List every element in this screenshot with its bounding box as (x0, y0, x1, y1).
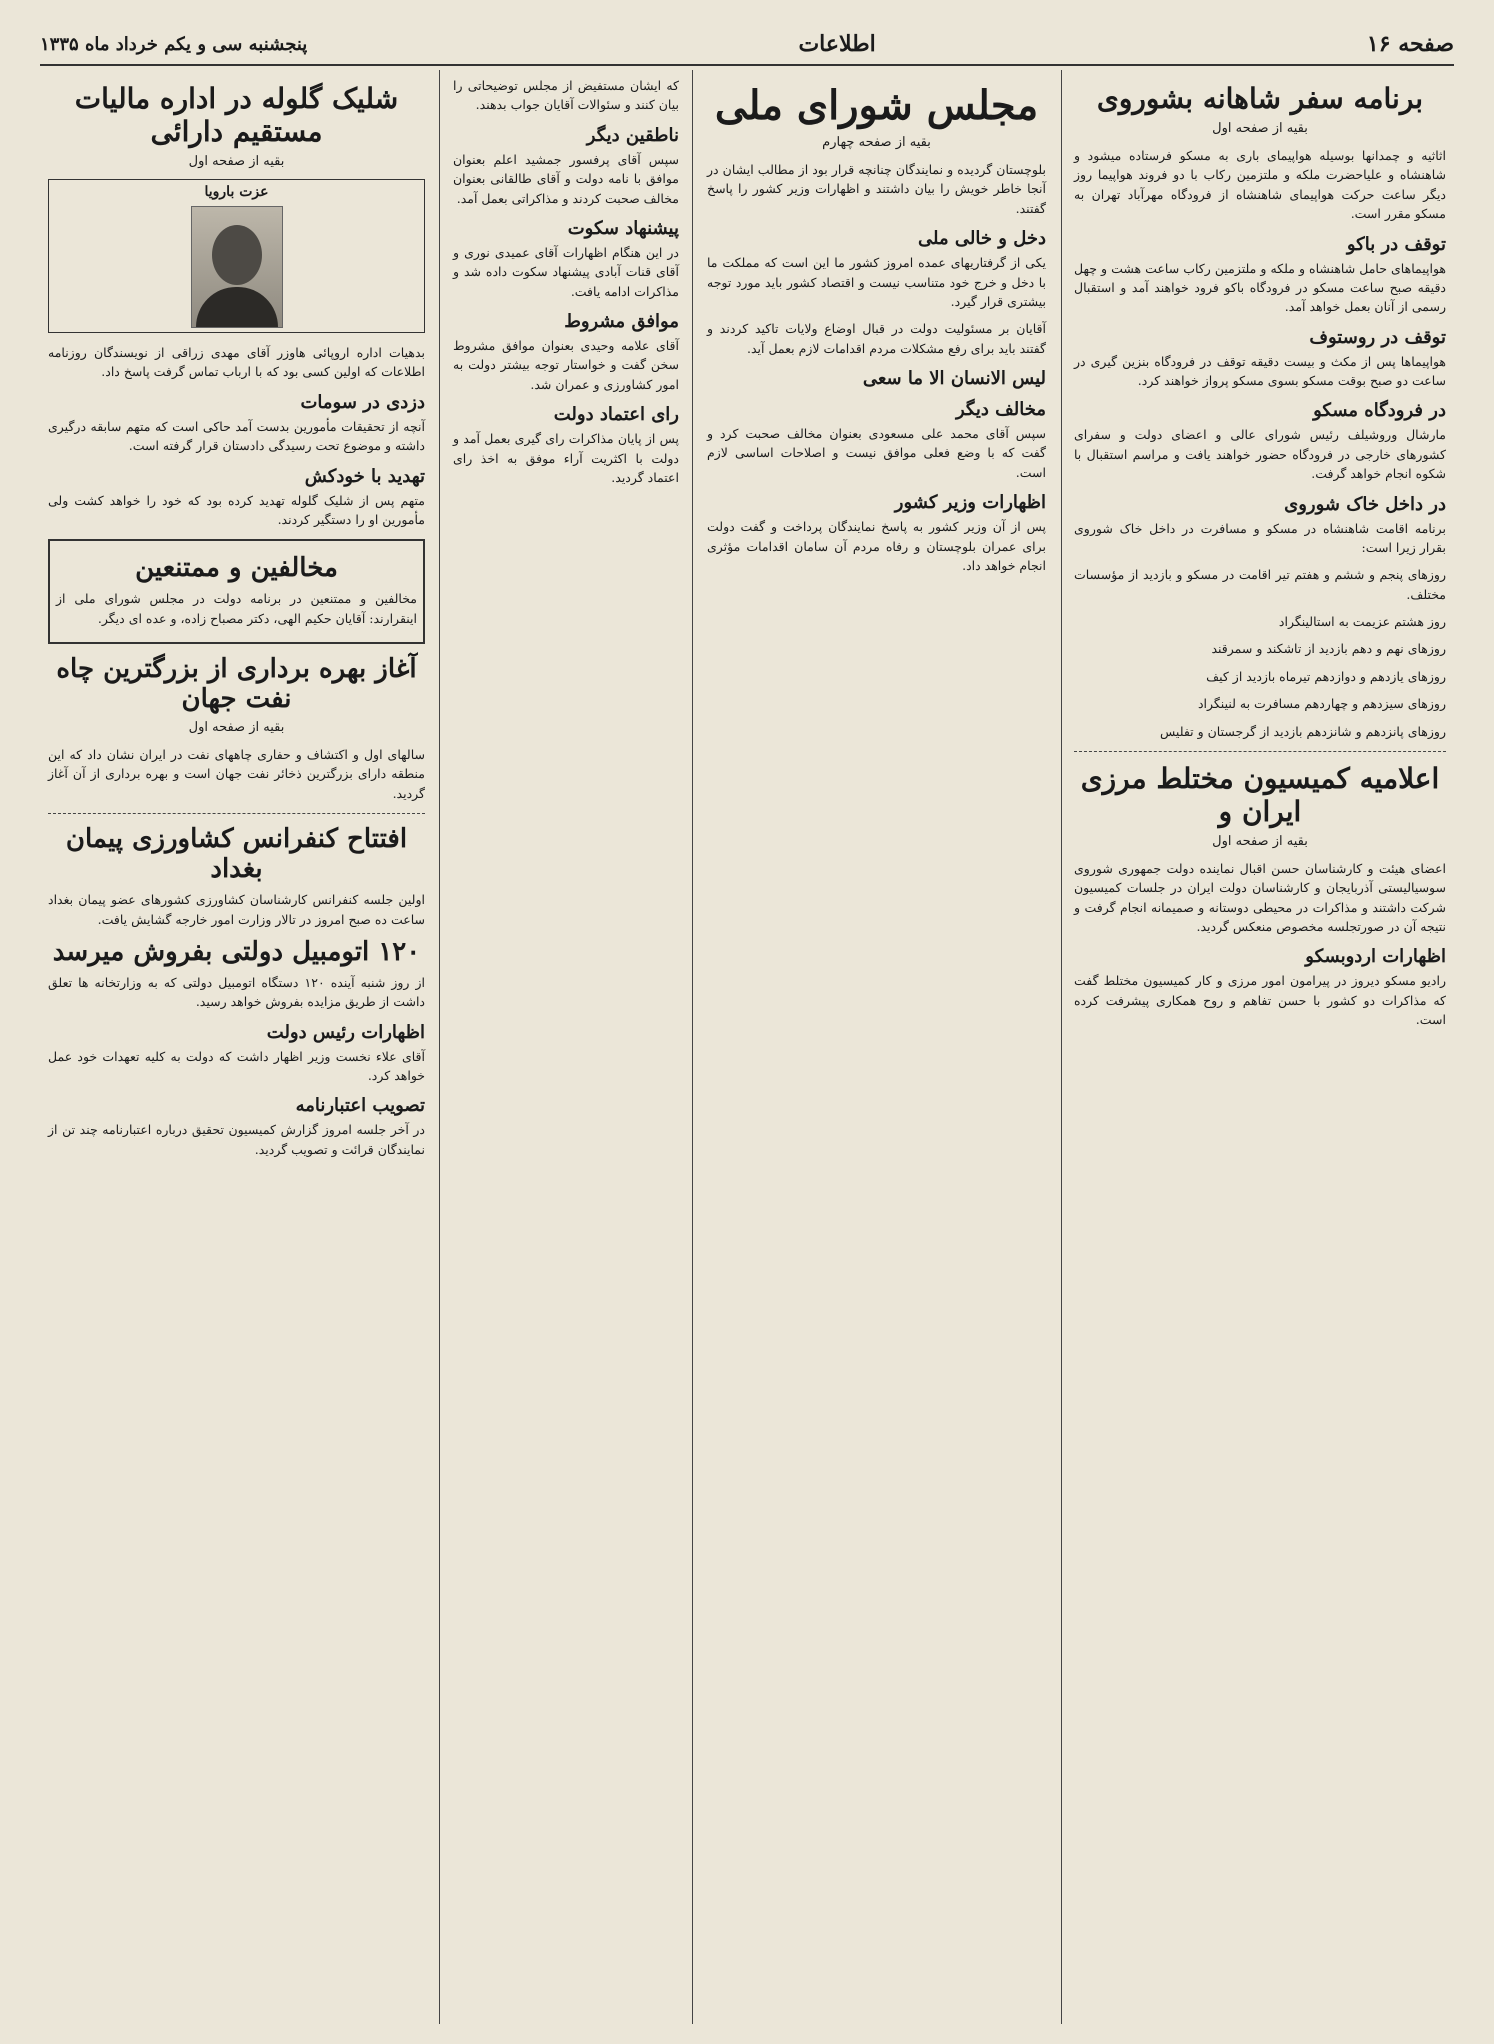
column-1 (1066, 70, 1454, 2024)
issue-date: پنجشنبه سی و یکم خرداد ماه ۱۳۳۵ (40, 33, 308, 55)
article-paragraph: رادیو مسکو دیروز در پیرامون امور مرزی و کار کمیسیون مختلط گفت که مذاکرات دو کشور با حسن تفاهم و روح همکاری پیشرفت کرده است. (1074, 973, 1446, 1028)
article-paragraph: هواپیماهای حامل شاهنشاه و ملکه و ملتزمین رکاب ساعت هشت و چهل دقیقه صبح ساعت مسکو در فرودگاه باکو فرود خواهند آمد و استقبال رسمی از آنان بعمل خواهد آمد. (1074, 260, 1446, 315)
article-paragraph: آقای علامه وحیدی بعنوان موافق مشروط سخن گفت و خواستار توجه بیشتر دولت به امور کشاورزی و عمران شد. (453, 338, 679, 392)
divider (48, 813, 425, 814)
article-paragraph: آقایان بر مسئولیت دولت در قبال اوضاع ولایات تاکید کردند و گفتند باید برای رفع مشکلات مردم اقدامات لازم بعمل آید. (707, 321, 1046, 356)
subhead: اظهارات اردوبسکو (1305, 946, 1446, 968)
article-paragraph: پس از آن وزیر کشور به پاسخ نمایندگان پرداخت و گفت دولت برای عمران بلوچستان و رفاه مردم آن سامان اقدامات مؤثری انجام خواهد داد. (707, 519, 1046, 573)
article-paragraph: متهم پس از شلیک گلوله تهدید کرده بود که خود را خواهد کشت ولی مأمورین او را دستگیر کردند. (48, 492, 425, 527)
article-paragraph: از روز شنبه آینده ۱۲۰ دستگاه اتومبیل دولتی که به وزارتخانه ها تعلق داشت از طریق مزایده بفروش خواهد رسید. (48, 974, 425, 1010)
article-paragraph: بدهیات اداره اروپائی هاوزر آقای مهدی زراقی از نویسندگان روزنامه اطلاعات که اولین کسی بود که با ارباب تماس گرفت پاسخ داد. (48, 345, 425, 380)
subhead: توقف در روستوف (1309, 326, 1446, 348)
column-divider (439, 70, 440, 2024)
subhead: در داخل خاک شوروی (1284, 493, 1446, 515)
subhead: مخالف دیگر (955, 399, 1046, 420)
column-2 (699, 70, 1054, 2024)
subhead: توقف در باکو (1346, 233, 1446, 255)
boxed-article (48, 539, 425, 644)
subhead: اظهارات وزیر کشور (894, 492, 1046, 514)
portrait-head (212, 225, 262, 285)
subhead: پیشنهاد سکوت (567, 217, 679, 239)
subhead: موافق مشروط (564, 311, 679, 332)
subhead: دزدی در سومات (300, 391, 425, 413)
masthead (40, 24, 1454, 66)
article-paragraph: در آخر جلسه امروز گزارش کمیسیون تحقیق درباره اعتبارنامه چند تن از نمایندگان قرائت و تصویب گردید. (48, 1122, 425, 1157)
article-paragraph: که ایشان مستفیض از مجلس توضیحاتی را بیان کنند و سئوالات آقایان جواب بدهند. (453, 78, 679, 113)
continued-note: بقیه از صفحه اول (1212, 833, 1308, 849)
headline: شلیک گلوله در اداره مالیات مستقیم دارائی (74, 82, 399, 148)
article-paragraph: مارشال وروشیلف رئیس شورای عالی و اعضای دولت و سفرای کشورهای خارجی در فرودگاه حضور خواهند یافت و مراسم استقبال با شکوه انجام خواهد گرفت. (1074, 427, 1446, 482)
continued-note: بقیه از صفحه اول (1212, 121, 1308, 136)
subhead: اظهارات رئیس دولت (266, 1021, 425, 1043)
schedule-item: روزهای یازدهم و دوازدهم تیرماه بازدید از کیف (1206, 668, 1446, 684)
headline: اعلامیه کمیسیون مختلط مرزی ایران و (1080, 761, 1440, 828)
headline: مخالفین و ممتنعین (135, 553, 338, 584)
continued-note: بقیه از صفحه اول (188, 720, 285, 735)
article-paragraph: برنامه اقامت شاهنشاه در مسکو و مسافرت در داخل خاک شوروی بقرار زیرا است: (1074, 520, 1446, 555)
schedule-item: روزهای پانزدهم و شانزدهم بازدید از گرجستان و تفلیس (1159, 723, 1446, 739)
schedule-item: روزهای پنجم و ششم و هفتم تیر اقامت در مسکو و بازدید از مؤسسات مختلف. (1074, 567, 1446, 602)
article-paragraph: پس از پایان مذاکرات رای گیری بعمل آمد و دولت با اکثریت آراء موفق به اخذ رای اعتماد گردید. (453, 431, 679, 485)
continued-note: بقیه از صفحه اول (188, 154, 285, 169)
portrait-photo (191, 206, 283, 328)
subhead: در فرودگاه مسکو (1313, 400, 1446, 422)
subhead: تهدید با خودکش (304, 465, 425, 487)
article-paragraph: در این هنگام اظهارات آقای عمیدی نوری و آقای قنات آبادی پیشنهاد سکوت داده شد و مذاکرات ادامه یافت. (453, 244, 679, 299)
article-paragraph: اعضای هیئت و کارشناسان حسن اقبال نماینده دولت جمهوری شوروی سوسیالیستی آذربایجان و کارشناسان دولت ایران در جلسات کمیسیون شرکت داشتند و مذاکرات در محیطی دوستانه و صمیمانه انجام گرفت و نتیجه آن در صورتجلسه مخصوص منعکس گردید. (1074, 860, 1446, 934)
article-paragraph: آقای علاء نخست وزیر اظهار داشت که دولت به کلیه تعهدات خود عمل خواهد کرد. (48, 1048, 425, 1083)
subhead: لیس الانسان الا ما سعی (862, 368, 1046, 389)
article-paragraph: هواپیماها پس از مکث و بیست دقیقه توقف در فرودگاه بنزین گیری در ساعت دو صبح بوقت مسکو بسوی مسکو پرواز خواهند کرد. (1074, 353, 1446, 388)
article-paragraph: سپس آقای پرفسور جمشید اعلم بعنوان موافق با نامه دولت و آقای طالقانی بعنوان مخالف صحبت کردند و مذاکراتی بعمل آمد. (453, 151, 679, 206)
article-paragraph: سالهای اول و اکتشاف و حفاری چاههای نفت در ایران نشان داد که این منطقه دارای بزرگترین ذخائر نفت جهان است و بهره برداری از آن آغاز گردید. (48, 747, 425, 801)
portrait-shoulders (196, 287, 278, 327)
article-paragraph: سپس آقای محمد علی مسعودی بعنوان مخالف صحبت کرد و گفت که با وضع فعلی موافق نیست و اصلاحات اساسی لازم است. (707, 426, 1046, 480)
subhead: دخل و خالی ملی (918, 228, 1046, 250)
subhead: رای اعتماد دولت (553, 404, 679, 426)
column-divider (692, 70, 693, 2024)
headline: آغاز بهره برداری از بزرگترین چاه نفت جهان (56, 654, 417, 714)
article-paragraph: اثاثیه و چمدانها بوسیله هواپیمای باری به مسکو فرستاده میشود و شاهنشاه و علیاحضرت ملکه و ملتزمین رکاب با دو فروند هواپیما روز دیگر ساعت حرکت هواپیمای شاهنشاه از فرودگاه مهرآباد تهران به مسکو مقرر است. (1074, 148, 1446, 222)
subhead: ناطقین دیگر (586, 124, 679, 146)
article-paragraph: آنچه از تحقیقات مأمورین بدست آمد حاکی است که متهم سابقه درگیری داشته و موضوع تحت رسیدگی دادستان قرار گرفته است. (48, 418, 425, 454)
schedule-item: روزهای سیزدهم و چهاردهم مسافرت به لنینگراد (1197, 696, 1446, 712)
schedule-item: روزهای نهم و دهم بازدید از تاشکند و سمرقند (1211, 641, 1446, 657)
photo-caption: عزت بارویا (204, 184, 269, 200)
schedule-item: روز هشتم عزیمت به استالینگراد (1278, 614, 1446, 629)
article-paragraph: مخالفین و ممتنعین در برنامه دولت در مجلس شورای ملی از اینقرارند: آقایان حکیم الهی، دکتر مصباح زاده، و عده ای دیگر. (56, 591, 417, 626)
page-number: صفحه ۱۶ (1366, 31, 1454, 57)
column-divider (1061, 70, 1062, 2024)
headline: مجلس شورای ملی (714, 82, 1039, 129)
headline: ۱۲۰ اتومبیل دولتی بفروش میرسد (52, 936, 421, 967)
article-paragraph: اولین جلسه کنفرانس کارشناسان کشاورزی کشورهای عضو پیمان بغداد ساعت ده صبح امروز در تالار وزارت امور خارجه گشایش یافت. (48, 892, 425, 927)
column-3 (445, 70, 687, 2024)
article-paragraph: یکی از گرفتاریهای عمده امروز کشور ما این است که مملکت ما با دخل و خرج خود متناسب نیست و اقتصاد کشور باید مورد توجه بیشتری قرار گیرد. (707, 255, 1046, 309)
continued-note: بقیه از صفحه چهارم (822, 135, 931, 150)
subhead: تصویب اعتبارنامه (295, 1095, 425, 1117)
photo-box (48, 179, 425, 333)
headline: افتتاح کنفرانس کشاورزی پیمان بغداد (65, 824, 408, 885)
article-paragraph: بلوچستان گردیده و نمایندگان چنانچه قرار بود از مطالب ایشان در آنجا خاطر خویش را بیان داشتند و اظهارات وزیر کشور را پاسخ گفتند. (707, 162, 1046, 216)
paper-name: اطلاعات (798, 31, 876, 57)
headline: برنامه سفر شاهانه بشوروی (1096, 82, 1424, 115)
divider (1074, 751, 1446, 752)
column-4 (40, 70, 433, 2024)
